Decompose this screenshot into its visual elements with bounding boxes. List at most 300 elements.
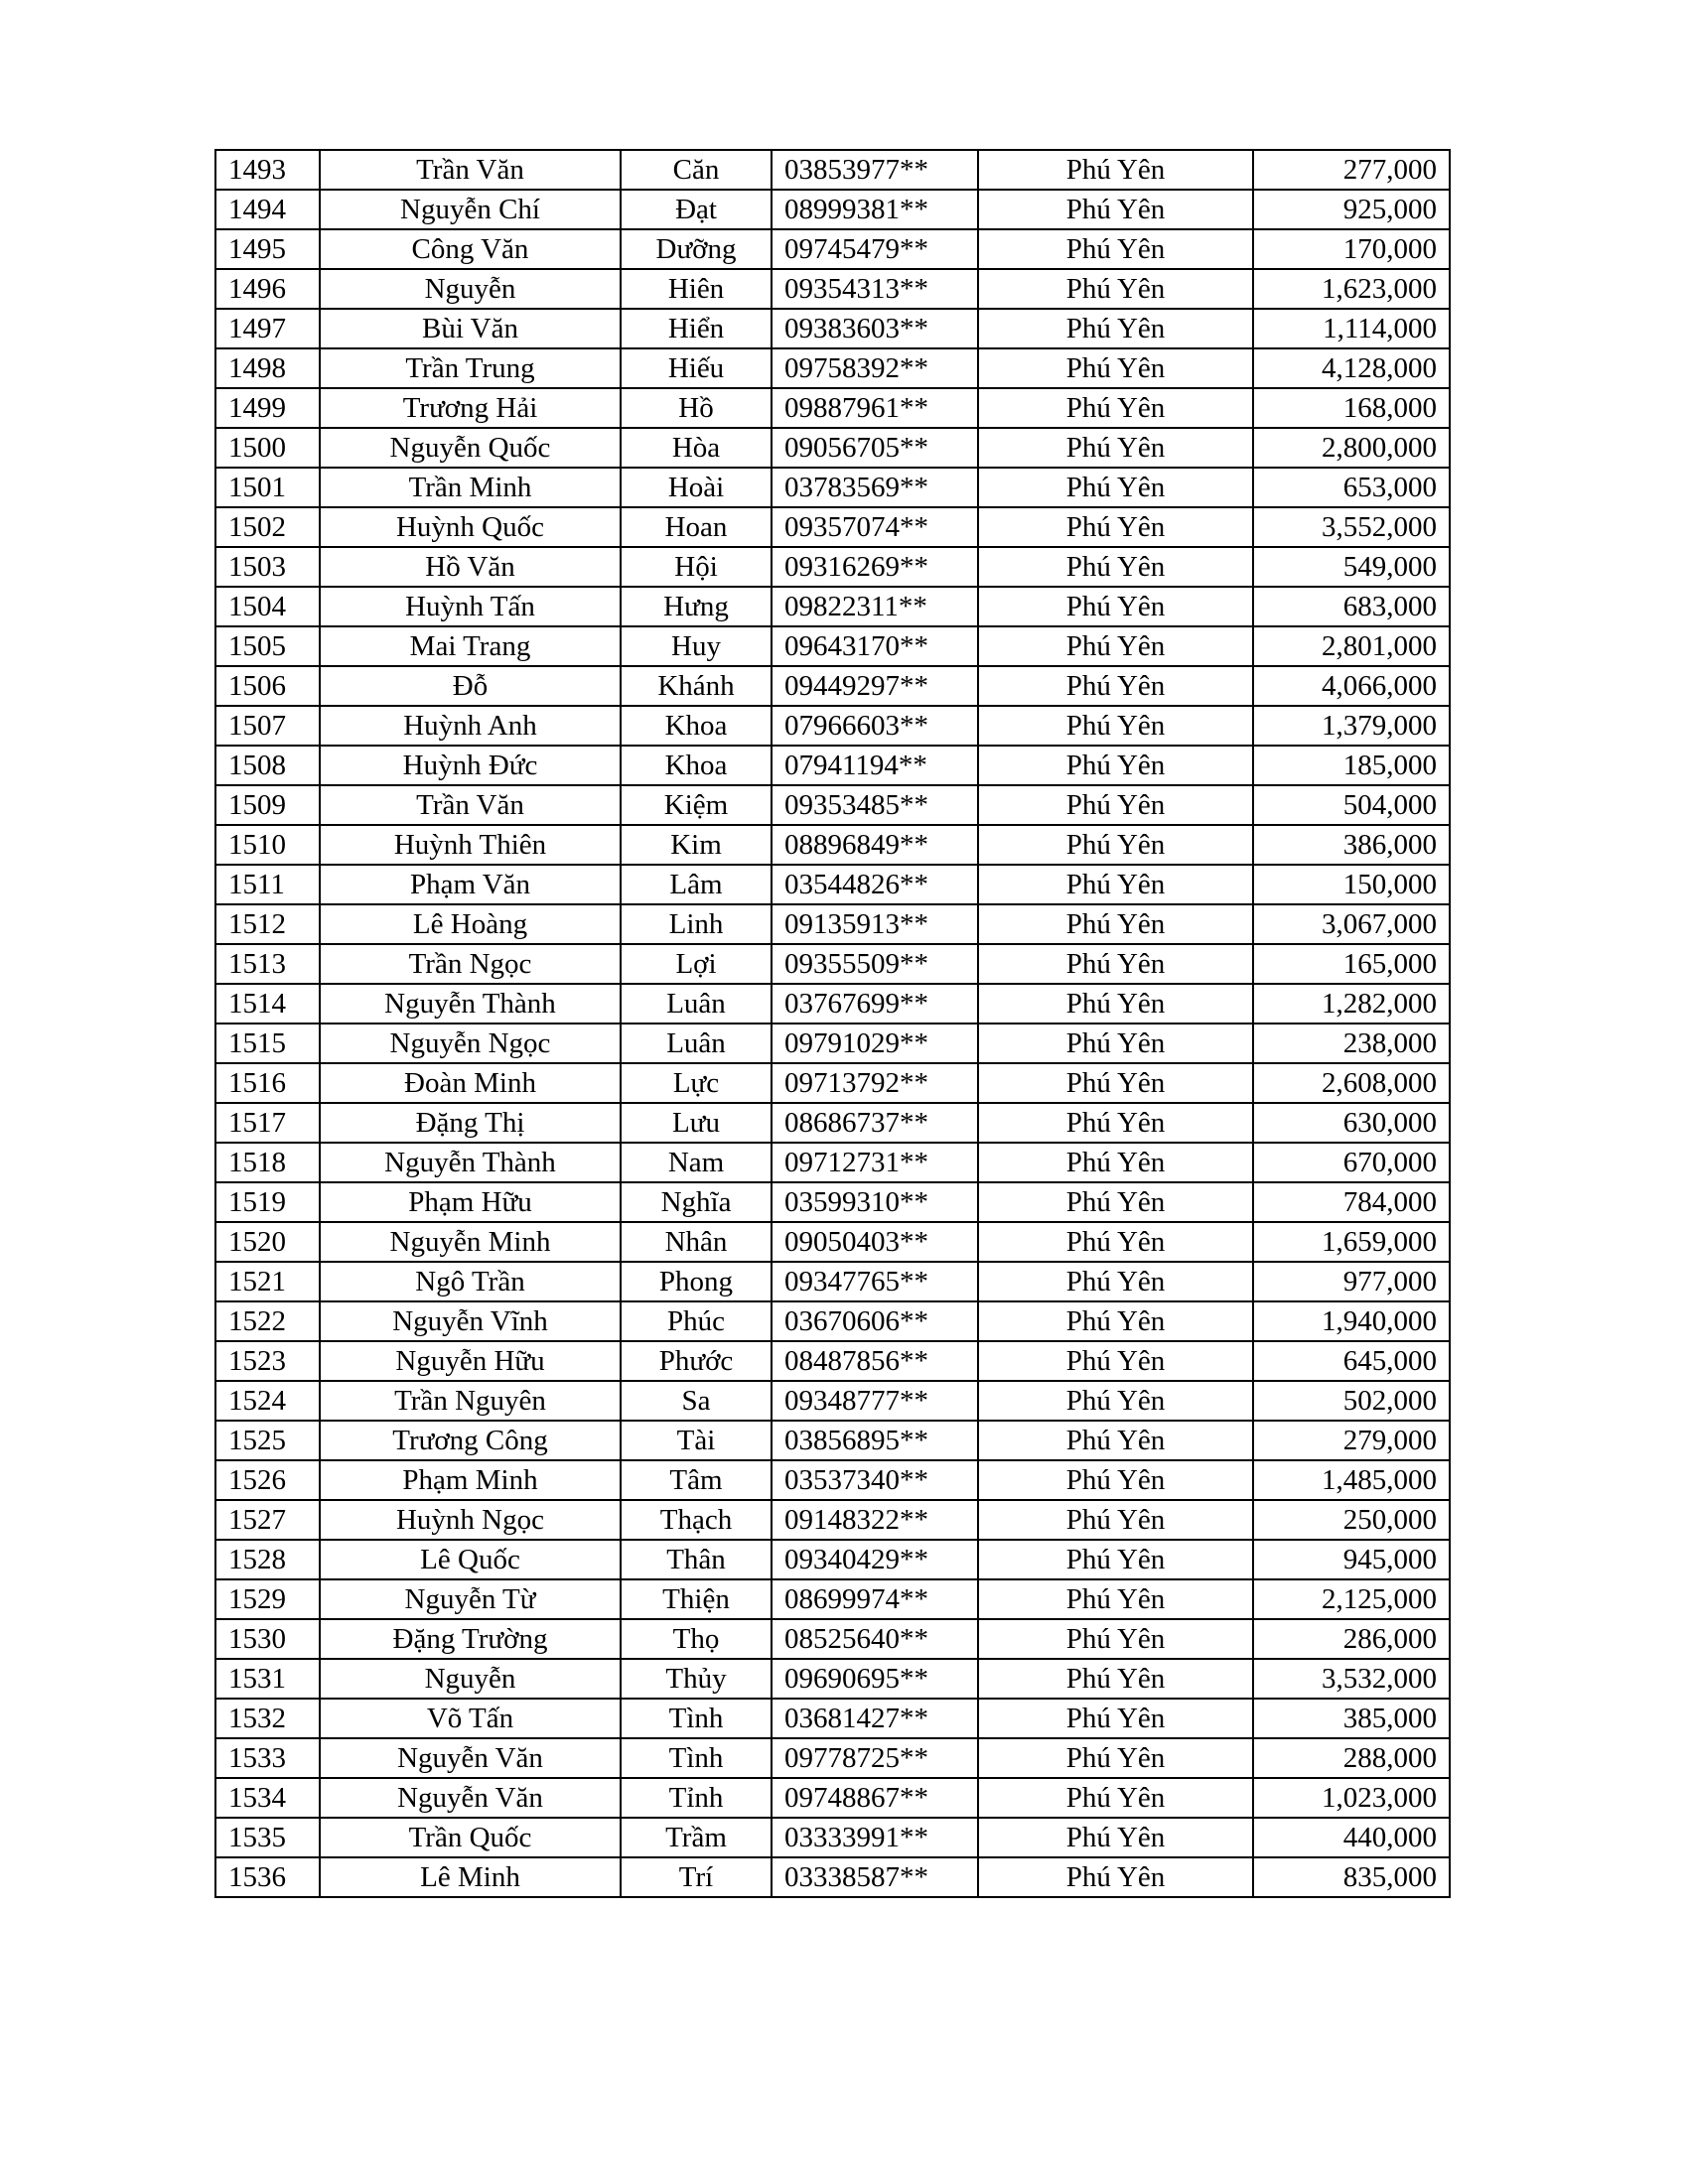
phone-cell: 09050403** bbox=[772, 1222, 978, 1262]
given-name-cell: Khoa bbox=[621, 746, 772, 785]
province-cell: Phú Yên bbox=[978, 507, 1253, 547]
province-cell: Phú Yên bbox=[978, 547, 1253, 587]
amount-cell: 630,000 bbox=[1253, 1103, 1450, 1143]
table-row bbox=[215, 706, 1450, 746]
table-row bbox=[215, 626, 1450, 666]
row-number-cell: 1507 bbox=[215, 706, 320, 746]
row-number-cell: 1531 bbox=[215, 1659, 320, 1699]
table-row bbox=[215, 1024, 1450, 1063]
amount-cell: 185,000 bbox=[1253, 746, 1450, 785]
row-number-cell: 1500 bbox=[215, 428, 320, 468]
table-row bbox=[215, 666, 1450, 706]
phone-cell: 09347765** bbox=[772, 1262, 978, 1301]
row-number-cell: 1530 bbox=[215, 1619, 320, 1659]
row-number-cell: 1498 bbox=[215, 348, 320, 388]
row-number-cell: 1503 bbox=[215, 547, 320, 587]
given-name-cell: Kiệm bbox=[621, 785, 772, 825]
surname-cell: Lê Minh bbox=[320, 1857, 621, 1897]
given-name-cell: Thủy bbox=[621, 1659, 772, 1699]
surname-cell: Nguyễn bbox=[320, 269, 621, 309]
province-cell: Phú Yên bbox=[978, 1421, 1253, 1460]
given-name-cell: Nam bbox=[621, 1143, 772, 1182]
given-name-cell: Căn bbox=[621, 150, 772, 190]
phone-cell: 03783569** bbox=[772, 468, 978, 507]
row-number-cell: 1523 bbox=[215, 1341, 320, 1381]
amount-cell: 1,659,000 bbox=[1253, 1222, 1450, 1262]
phone-cell: 03333991** bbox=[772, 1818, 978, 1857]
province-cell: Phú Yên bbox=[978, 1301, 1253, 1341]
table-row bbox=[215, 746, 1450, 785]
surname-cell: Bùi Văn bbox=[320, 309, 621, 348]
phone-cell: 09745479** bbox=[772, 229, 978, 269]
phone-cell: 09758392** bbox=[772, 348, 978, 388]
row-number-cell: 1511 bbox=[215, 865, 320, 904]
surname-cell: Trần Ngọc bbox=[320, 944, 621, 984]
province-cell: Phú Yên bbox=[978, 904, 1253, 944]
phone-cell: 08896849** bbox=[772, 825, 978, 865]
amount-cell: 150,000 bbox=[1253, 865, 1450, 904]
amount-cell: 653,000 bbox=[1253, 468, 1450, 507]
table-row bbox=[215, 1341, 1450, 1381]
amount-cell: 549,000 bbox=[1253, 547, 1450, 587]
table-row bbox=[215, 1738, 1450, 1778]
amount-cell: 3,532,000 bbox=[1253, 1659, 1450, 1699]
table-row bbox=[215, 785, 1450, 825]
phone-cell: 09712731** bbox=[772, 1143, 978, 1182]
phone-cell: 09354313** bbox=[772, 269, 978, 309]
phone-cell: 09713792** bbox=[772, 1063, 978, 1103]
province-cell: Phú Yên bbox=[978, 309, 1253, 348]
phone-cell: 09822311** bbox=[772, 587, 978, 626]
phone-cell: 09353485** bbox=[772, 785, 978, 825]
amount-cell: 4,128,000 bbox=[1253, 348, 1450, 388]
province-cell: Phú Yên bbox=[978, 1619, 1253, 1659]
given-name-cell: Phúc bbox=[621, 1301, 772, 1341]
given-name-cell: Sa bbox=[621, 1381, 772, 1421]
table-body bbox=[215, 150, 1450, 1897]
amount-cell: 784,000 bbox=[1253, 1182, 1450, 1222]
given-name-cell: Hiên bbox=[621, 269, 772, 309]
given-name-cell: Thiện bbox=[621, 1579, 772, 1619]
province-cell: Phú Yên bbox=[978, 1579, 1253, 1619]
table-row bbox=[215, 1262, 1450, 1301]
surname-cell: Phạm Hữu bbox=[320, 1182, 621, 1222]
phone-cell: 09383603** bbox=[772, 309, 978, 348]
row-number-cell: 1520 bbox=[215, 1222, 320, 1262]
given-name-cell: Hiển bbox=[621, 309, 772, 348]
given-name-cell: Lưu bbox=[621, 1103, 772, 1143]
surname-cell: Nguyễn Văn bbox=[320, 1778, 621, 1818]
given-name-cell: Hoan bbox=[621, 507, 772, 547]
amount-cell: 3,552,000 bbox=[1253, 507, 1450, 547]
province-cell: Phú Yên bbox=[978, 706, 1253, 746]
row-number-cell: 1532 bbox=[215, 1699, 320, 1738]
surname-cell: Nguyễn Thành bbox=[320, 984, 621, 1024]
table-row bbox=[215, 388, 1450, 428]
row-number-cell: 1524 bbox=[215, 1381, 320, 1421]
province-cell: Phú Yên bbox=[978, 229, 1253, 269]
amount-cell: 1,282,000 bbox=[1253, 984, 1450, 1024]
province-cell: Phú Yên bbox=[978, 1143, 1253, 1182]
given-name-cell: Hội bbox=[621, 547, 772, 587]
amount-cell: 277,000 bbox=[1253, 150, 1450, 190]
row-number-cell: 1522 bbox=[215, 1301, 320, 1341]
row-number-cell: 1534 bbox=[215, 1778, 320, 1818]
phone-cell: 03537340** bbox=[772, 1460, 978, 1500]
row-number-cell: 1496 bbox=[215, 269, 320, 309]
phone-cell: 08686737** bbox=[772, 1103, 978, 1143]
table-row bbox=[215, 1818, 1450, 1857]
amount-cell: 386,000 bbox=[1253, 825, 1450, 865]
phone-cell: 03856895** bbox=[772, 1421, 978, 1460]
surname-cell: Hồ Văn bbox=[320, 547, 621, 587]
row-number-cell: 1529 bbox=[215, 1579, 320, 1619]
province-cell: Phú Yên bbox=[978, 1063, 1253, 1103]
amount-cell: 165,000 bbox=[1253, 944, 1450, 984]
given-name-cell: Thân bbox=[621, 1540, 772, 1579]
amount-cell: 670,000 bbox=[1253, 1143, 1450, 1182]
province-cell: Phú Yên bbox=[978, 1103, 1253, 1143]
amount-cell: 1,023,000 bbox=[1253, 1778, 1450, 1818]
phone-cell: 07941194** bbox=[772, 746, 978, 785]
phone-cell: 09056705** bbox=[772, 428, 978, 468]
amount-cell: 385,000 bbox=[1253, 1699, 1450, 1738]
surname-cell: Nguyễn Minh bbox=[320, 1222, 621, 1262]
phone-cell: 08999381** bbox=[772, 190, 978, 229]
amount-cell: 502,000 bbox=[1253, 1381, 1450, 1421]
given-name-cell: Lâm bbox=[621, 865, 772, 904]
province-cell: Phú Yên bbox=[978, 1500, 1253, 1540]
amount-cell: 925,000 bbox=[1253, 190, 1450, 229]
province-cell: Phú Yên bbox=[978, 1659, 1253, 1699]
phone-cell: 09643170** bbox=[772, 626, 978, 666]
table-row bbox=[215, 904, 1450, 944]
surname-cell: Huỳnh Ngọc bbox=[320, 1500, 621, 1540]
surname-cell: Phạm Minh bbox=[320, 1460, 621, 1500]
surname-cell: Nguyễn Từ bbox=[320, 1579, 621, 1619]
row-number-cell: 1513 bbox=[215, 944, 320, 984]
surname-cell: Trần Nguyên bbox=[320, 1381, 621, 1421]
surname-cell: Đặng Thị bbox=[320, 1103, 621, 1143]
row-number-cell: 1512 bbox=[215, 904, 320, 944]
given-name-cell: Linh bbox=[621, 904, 772, 944]
given-name-cell: Tài bbox=[621, 1421, 772, 1460]
row-number-cell: 1535 bbox=[215, 1818, 320, 1857]
table-row bbox=[215, 1460, 1450, 1500]
amount-cell: 977,000 bbox=[1253, 1262, 1450, 1301]
province-cell: Phú Yên bbox=[978, 1262, 1253, 1301]
phone-cell: 09348777** bbox=[772, 1381, 978, 1421]
row-number-cell: 1504 bbox=[215, 587, 320, 626]
table-row bbox=[215, 825, 1450, 865]
amount-cell: 170,000 bbox=[1253, 229, 1450, 269]
phone-cell: 09355509** bbox=[772, 944, 978, 984]
province-cell: Phú Yên bbox=[978, 190, 1253, 229]
province-cell: Phú Yên bbox=[978, 984, 1253, 1024]
phone-cell: 09316269** bbox=[772, 547, 978, 587]
table-row bbox=[215, 150, 1450, 190]
surname-cell: Huỳnh Đức bbox=[320, 746, 621, 785]
table-row bbox=[215, 984, 1450, 1024]
phone-cell: 07966603** bbox=[772, 706, 978, 746]
given-name-cell: Tình bbox=[621, 1699, 772, 1738]
province-cell: Phú Yên bbox=[978, 1182, 1253, 1222]
province-cell: Phú Yên bbox=[978, 746, 1253, 785]
given-name-cell: Nhân bbox=[621, 1222, 772, 1262]
given-name-cell: Thạch bbox=[621, 1500, 772, 1540]
phone-cell: 08487856** bbox=[772, 1341, 978, 1381]
province-cell: Phú Yên bbox=[978, 626, 1253, 666]
province-cell: Phú Yên bbox=[978, 1778, 1253, 1818]
row-number-cell: 1536 bbox=[215, 1857, 320, 1897]
surname-cell: Huỳnh Tấn bbox=[320, 587, 621, 626]
table-row bbox=[215, 547, 1450, 587]
row-number-cell: 1515 bbox=[215, 1024, 320, 1063]
amount-cell: 288,000 bbox=[1253, 1738, 1450, 1778]
phone-cell: 03767699** bbox=[772, 984, 978, 1024]
row-number-cell: 1495 bbox=[215, 229, 320, 269]
amount-cell: 250,000 bbox=[1253, 1500, 1450, 1540]
table-row bbox=[215, 1222, 1450, 1262]
phone-cell: 09690695** bbox=[772, 1659, 978, 1699]
province-cell: Phú Yên bbox=[978, 348, 1253, 388]
surname-cell: Đỗ bbox=[320, 666, 621, 706]
surname-cell: Đặng Trường bbox=[320, 1619, 621, 1659]
surname-cell: Lê Hoàng bbox=[320, 904, 621, 944]
given-name-cell: Trí bbox=[621, 1857, 772, 1897]
phone-cell: 08525640** bbox=[772, 1619, 978, 1659]
surname-cell: Nguyễn Vĩnh bbox=[320, 1301, 621, 1341]
amount-cell: 2,608,000 bbox=[1253, 1063, 1450, 1103]
given-name-cell: Khoa bbox=[621, 706, 772, 746]
table-row bbox=[215, 1103, 1450, 1143]
province-cell: Phú Yên bbox=[978, 1699, 1253, 1738]
table-row bbox=[215, 1857, 1450, 1897]
province-cell: Phú Yên bbox=[978, 1857, 1253, 1897]
given-name-cell: Phước bbox=[621, 1341, 772, 1381]
amount-cell: 945,000 bbox=[1253, 1540, 1450, 1579]
amount-cell: 1,485,000 bbox=[1253, 1460, 1450, 1500]
phone-cell: 03681427** bbox=[772, 1699, 978, 1738]
table-row bbox=[215, 428, 1450, 468]
given-name-cell: Tâm bbox=[621, 1460, 772, 1500]
table-row bbox=[215, 190, 1450, 229]
row-number-cell: 1533 bbox=[215, 1738, 320, 1778]
row-number-cell: 1510 bbox=[215, 825, 320, 865]
table-row bbox=[215, 309, 1450, 348]
surname-cell: Huỳnh Thiên bbox=[320, 825, 621, 865]
amount-cell: 1,623,000 bbox=[1253, 269, 1450, 309]
phone-cell: 09778725** bbox=[772, 1738, 978, 1778]
row-number-cell: 1514 bbox=[215, 984, 320, 1024]
province-cell: Phú Yên bbox=[978, 1738, 1253, 1778]
province-cell: Phú Yên bbox=[978, 388, 1253, 428]
row-number-cell: 1527 bbox=[215, 1500, 320, 1540]
table-row bbox=[215, 944, 1450, 984]
row-number-cell: 1509 bbox=[215, 785, 320, 825]
amount-cell: 1,940,000 bbox=[1253, 1301, 1450, 1341]
table-row bbox=[215, 1500, 1450, 1540]
province-cell: Phú Yên bbox=[978, 865, 1253, 904]
surname-cell: Nguyễn Thành bbox=[320, 1143, 621, 1182]
province-cell: Phú Yên bbox=[978, 944, 1253, 984]
surname-cell: Nguyễn Văn bbox=[320, 1738, 621, 1778]
province-cell: Phú Yên bbox=[978, 269, 1253, 309]
row-number-cell: 1518 bbox=[215, 1143, 320, 1182]
province-cell: Phú Yên bbox=[978, 1540, 1253, 1579]
table-row bbox=[215, 1301, 1450, 1341]
province-cell: Phú Yên bbox=[978, 1341, 1253, 1381]
surname-cell: Võ Tấn bbox=[320, 1699, 621, 1738]
surname-cell: Nguyễn bbox=[320, 1659, 621, 1699]
phone-cell: 03338587** bbox=[772, 1857, 978, 1897]
province-cell: Phú Yên bbox=[978, 1222, 1253, 1262]
surname-cell: Trần Văn bbox=[320, 150, 621, 190]
amount-cell: 279,000 bbox=[1253, 1421, 1450, 1460]
row-number-cell: 1506 bbox=[215, 666, 320, 706]
amount-cell: 168,000 bbox=[1253, 388, 1450, 428]
surname-cell: Nguyễn Ngọc bbox=[320, 1024, 621, 1063]
given-name-cell: Lực bbox=[621, 1063, 772, 1103]
surname-cell: Nguyễn Chí bbox=[320, 190, 621, 229]
row-number-cell: 1521 bbox=[215, 1262, 320, 1301]
phone-cell: 08699974** bbox=[772, 1579, 978, 1619]
amount-cell: 504,000 bbox=[1253, 785, 1450, 825]
phone-cell: 03544826** bbox=[772, 865, 978, 904]
given-name-cell: Nghĩa bbox=[621, 1182, 772, 1222]
row-number-cell: 1525 bbox=[215, 1421, 320, 1460]
amount-cell: 4,066,000 bbox=[1253, 666, 1450, 706]
surname-cell: Trần Minh bbox=[320, 468, 621, 507]
given-name-cell: Hoài bbox=[621, 468, 772, 507]
province-cell: Phú Yên bbox=[978, 666, 1253, 706]
province-cell: Phú Yên bbox=[978, 785, 1253, 825]
given-name-cell: Thọ bbox=[621, 1619, 772, 1659]
surname-cell: Đoàn Minh bbox=[320, 1063, 621, 1103]
row-number-cell: 1516 bbox=[215, 1063, 320, 1103]
surname-cell: Huỳnh Anh bbox=[320, 706, 621, 746]
given-name-cell: Đạt bbox=[621, 190, 772, 229]
amount-cell: 440,000 bbox=[1253, 1818, 1450, 1857]
given-name-cell: Hồ bbox=[621, 388, 772, 428]
province-cell: Phú Yên bbox=[978, 468, 1253, 507]
given-name-cell: Kim bbox=[621, 825, 772, 865]
amount-cell: 835,000 bbox=[1253, 1857, 1450, 1897]
province-cell: Phú Yên bbox=[978, 587, 1253, 626]
phone-cell: 09148322** bbox=[772, 1500, 978, 1540]
row-number-cell: 1497 bbox=[215, 309, 320, 348]
given-name-cell: Tỉnh bbox=[621, 1778, 772, 1818]
province-cell: Phú Yên bbox=[978, 1381, 1253, 1421]
table-row bbox=[215, 1182, 1450, 1222]
given-name-cell: Tình bbox=[621, 1738, 772, 1778]
recipient-table bbox=[214, 149, 1451, 1898]
row-number-cell: 1528 bbox=[215, 1540, 320, 1579]
given-name-cell: Hiếu bbox=[621, 348, 772, 388]
province-cell: Phú Yên bbox=[978, 1024, 1253, 1063]
row-number-cell: 1508 bbox=[215, 746, 320, 785]
phone-cell: 09748867** bbox=[772, 1778, 978, 1818]
surname-cell: Huỳnh Quốc bbox=[320, 507, 621, 547]
given-name-cell: Dưỡng bbox=[621, 229, 772, 269]
surname-cell: Phạm Văn bbox=[320, 865, 621, 904]
table-row bbox=[215, 507, 1450, 547]
table-row bbox=[215, 1063, 1450, 1103]
phone-cell: 09135913** bbox=[772, 904, 978, 944]
table-row bbox=[215, 587, 1450, 626]
row-number-cell: 1499 bbox=[215, 388, 320, 428]
amount-cell: 2,125,000 bbox=[1253, 1579, 1450, 1619]
amount-cell: 1,114,000 bbox=[1253, 309, 1450, 348]
given-name-cell: Hòa bbox=[621, 428, 772, 468]
table-row bbox=[215, 1143, 1450, 1182]
surname-cell: Lê Quốc bbox=[320, 1540, 621, 1579]
table-row bbox=[215, 1540, 1450, 1579]
row-number-cell: 1502 bbox=[215, 507, 320, 547]
phone-cell: 03599310** bbox=[772, 1182, 978, 1222]
table-row bbox=[215, 1381, 1450, 1421]
table-row bbox=[215, 1421, 1450, 1460]
surname-cell: Nguyễn Hữu bbox=[320, 1341, 621, 1381]
row-number-cell: 1519 bbox=[215, 1182, 320, 1222]
phone-cell: 09791029** bbox=[772, 1024, 978, 1063]
province-cell: Phú Yên bbox=[978, 428, 1253, 468]
given-name-cell: Luân bbox=[621, 1024, 772, 1063]
table-row bbox=[215, 468, 1450, 507]
table-row bbox=[215, 1619, 1450, 1659]
table-row bbox=[215, 269, 1450, 309]
amount-cell: 2,800,000 bbox=[1253, 428, 1450, 468]
phone-cell: 09887961** bbox=[772, 388, 978, 428]
amount-cell: 683,000 bbox=[1253, 587, 1450, 626]
amount-cell: 286,000 bbox=[1253, 1619, 1450, 1659]
given-name-cell: Huy bbox=[621, 626, 772, 666]
table-row bbox=[215, 1778, 1450, 1818]
given-name-cell: Phong bbox=[621, 1262, 772, 1301]
amount-cell: 3,067,000 bbox=[1253, 904, 1450, 944]
surname-cell: Trần Trung bbox=[320, 348, 621, 388]
amount-cell: 238,000 bbox=[1253, 1024, 1450, 1063]
surname-cell: Nguyễn Quốc bbox=[320, 428, 621, 468]
phone-cell: 09340429** bbox=[772, 1540, 978, 1579]
given-name-cell: Khánh bbox=[621, 666, 772, 706]
province-cell: Phú Yên bbox=[978, 1460, 1253, 1500]
surname-cell: Trần Văn bbox=[320, 785, 621, 825]
given-name-cell: Trầm bbox=[621, 1818, 772, 1857]
amount-cell: 645,000 bbox=[1253, 1341, 1450, 1381]
surname-cell: Ngô Trần bbox=[320, 1262, 621, 1301]
table-row bbox=[215, 348, 1450, 388]
province-cell: Phú Yên bbox=[978, 1818, 1253, 1857]
row-number-cell: 1493 bbox=[215, 150, 320, 190]
surname-cell: Mai Trang bbox=[320, 626, 621, 666]
phone-cell: 03853977** bbox=[772, 150, 978, 190]
row-number-cell: 1526 bbox=[215, 1460, 320, 1500]
phone-cell: 09449297** bbox=[772, 666, 978, 706]
table-row bbox=[215, 1699, 1450, 1738]
given-name-cell: Luân bbox=[621, 984, 772, 1024]
amount-cell: 1,379,000 bbox=[1253, 706, 1450, 746]
table-row bbox=[215, 1579, 1450, 1619]
surname-cell: Trần Quốc bbox=[320, 1818, 621, 1857]
row-number-cell: 1494 bbox=[215, 190, 320, 229]
row-number-cell: 1501 bbox=[215, 468, 320, 507]
province-cell: Phú Yên bbox=[978, 825, 1253, 865]
surname-cell: Công Văn bbox=[320, 229, 621, 269]
surname-cell: Trương Hải bbox=[320, 388, 621, 428]
row-number-cell: 1517 bbox=[215, 1103, 320, 1143]
row-number-cell: 1505 bbox=[215, 626, 320, 666]
